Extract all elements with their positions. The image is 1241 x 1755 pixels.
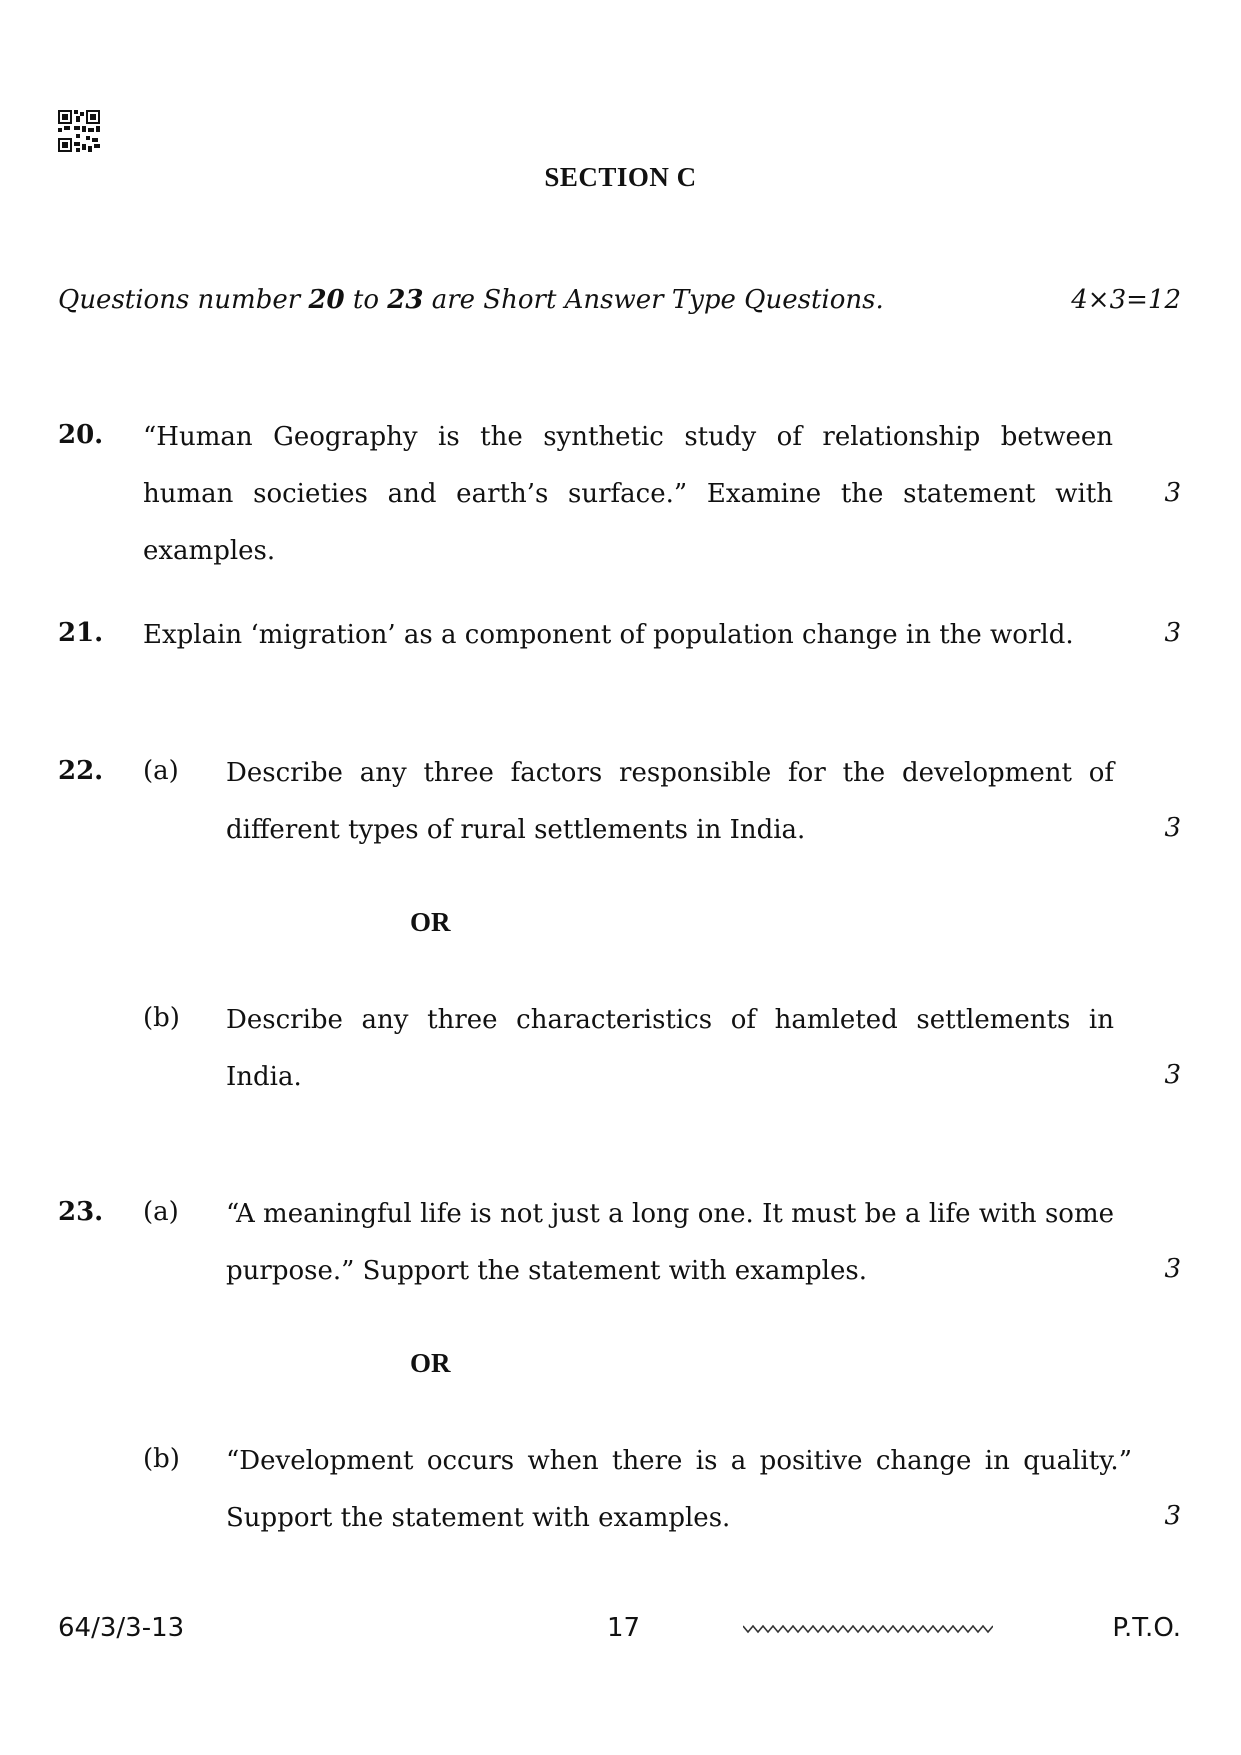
or-separator: OR xyxy=(410,907,451,937)
instruction-from-number: 20 xyxy=(308,285,345,315)
question-23-part-a-label: (a) xyxy=(143,1197,179,1227)
instruction-to-number: 23 xyxy=(387,285,424,315)
question-marks-20: 3 xyxy=(1164,478,1181,508)
question-23-part-b-label: (b) xyxy=(143,1444,180,1474)
question-23-part-a-text: “A meaningful life is not just a long one. It must be a life with some purpose.” Support the statement with examples. xyxy=(226,1199,1114,1286)
section-title: SECTION C xyxy=(544,162,697,192)
question-22-part-b-text: Describe any three characteristics of hamleted settlements in India. xyxy=(226,1005,1114,1092)
section-instruction xyxy=(58,285,884,315)
wavy-line-icon xyxy=(743,1622,993,1636)
question-number-23: 23. xyxy=(58,1197,104,1227)
question-text-21: Explain ‘migration’ as a component of population change in the world. xyxy=(143,620,1074,650)
page-number: 17 xyxy=(607,1613,641,1643)
question-22-part-b-label: (b) xyxy=(143,1003,180,1033)
page-turn-over: P.T.O. xyxy=(1112,1613,1181,1643)
question-23-part-a-marks: 3 xyxy=(1164,1254,1181,1284)
section-total-marks: 4×3=12 xyxy=(1071,285,1181,315)
question-number-22: 22. xyxy=(58,756,104,786)
instruction-text: Questions number xyxy=(58,285,309,315)
qr-code-icon xyxy=(58,110,100,152)
instruction-text: are Short Answer Type Questions. xyxy=(423,285,884,315)
question-23-part-b-marks: 3 xyxy=(1164,1501,1181,1531)
or-separator: OR xyxy=(410,1348,451,1378)
question-text-20: “Human Geography is the synthetic study of relationship between human societies and earth’s surface.” Examine the statement with examples. xyxy=(143,422,1113,566)
instruction-text: to xyxy=(344,285,388,315)
question-22-part-a-text: Describe any three factors responsible for the development of different types of rural settlements in India. xyxy=(226,758,1114,845)
question-22-part-a-marks: 3 xyxy=(1164,813,1181,843)
question-23-part-b-text: “Development occurs when there is a positive change in quality.” Support the statement with examples. xyxy=(226,1446,1132,1533)
question-number-20: 20. xyxy=(58,420,104,450)
question-22-part-a-label: (a) xyxy=(143,756,179,786)
question-marks-21: 3 xyxy=(1164,618,1181,648)
question-22-part-b-marks: 3 xyxy=(1164,1060,1181,1090)
question-number-21: 21. xyxy=(58,618,104,648)
paper-code: 64/3/3-13 xyxy=(58,1613,185,1643)
